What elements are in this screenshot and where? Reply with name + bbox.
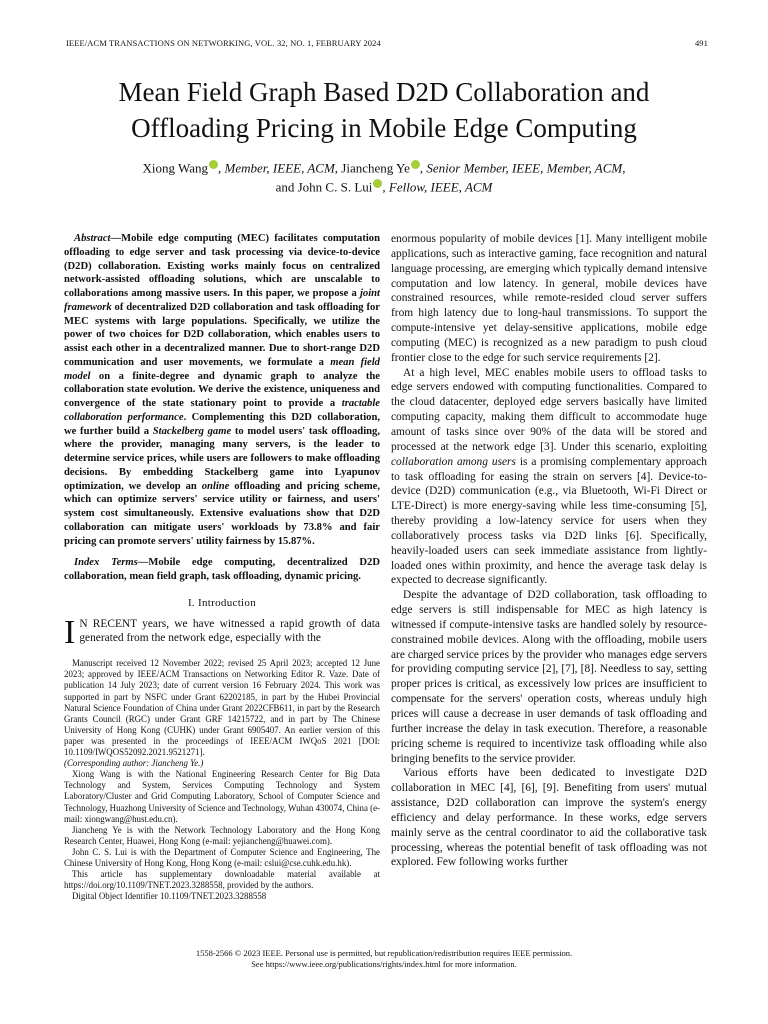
body-paragraph: Various efforts have been dedicated to investigate D2D collaboration in MEC [4], [6], [9]. Benefiting from users' mutual assistance, D2D collaboration can improve the system's energy efficiency and delay performance. In these works, edge servers mainly serve as the central coordinator to aid the collaborative task processing, whereas the potential benefit of task offloading was not explored. Few following works further [391, 767, 707, 869]
page-number: 491 [694, 38, 708, 48]
paper-title [40, 74, 728, 146]
index-terms-label: Index Terms [74, 557, 138, 569]
orcid-icon[interactable] [411, 160, 420, 169]
body-paragraph: Despite the advantage of D2D collaboration, task offloading to edge servers is still indispensable for MEC as high latency is witnessed if compute-intensive tasks are handled solely by resource-constrained mobile devices. Along with the offloading, mobile users are charged service prices by the provider who manages edge servers for providing computing service [2], [7], [8]. Needless to say, setting proper prices is critical, as excessively low prices are insufficient to compensate for the servers' operation costs, whereas unduly high prices will cause a decrease in user demands of task offloading and further increase the delay in task execution. Therefore, a reasonable pricing scheme is required to incentivize task offloading while also bringing benefits to the service provider. [391, 589, 707, 765]
section-heading: I. Introduction [187, 596, 257, 609]
author-affiliation: , Senior Member, IEEE, Member, ACM, [419, 160, 626, 176]
orcid-icon[interactable] [209, 160, 218, 169]
abstract-label: Abstract [74, 233, 111, 244]
footnote-author-3: John C. S. Lui is with the Department of Computer Science and Engineering, The Chinese University of Hong Kong, Hong Kong (e-mail: cslui@cse.cuhk.edu.hk). [64, 846, 380, 868]
author-name: , Jiancheng Ye [334, 160, 410, 176]
author-name: and John C. S. Lui [275, 179, 373, 195]
journal-header: IEEE/ACM TRANSACTIONS ON NETWORKING, VOL. 32, NO. 1, FEBRUARY 2024 [66, 38, 381, 48]
body-paragraph: At a high level, MEC enables mobile users to offload tasks to edge servers endowed with computing functionalities. Compared to the cloud datacenter, deployed edge servers basically have limited computing capacity, making them difficult to accommodate huge amount of tasks since over 90% of the data will be stored and processed at the network edge [3]. Under this scenario, exploiting collaboration among users is a promising complementary approach to task offloading for easing the strain on servers [4]. Device-to-device (D2D) communication (e.g., via Bluetooth, Wi-Fi Direct or LTE-Direct) is more energy-saving while less time-consuming [5], thereby providing a low-latency service for users when they collaboratively process tasks via D2D links [6]. Specifically, heavily-loaded users can seek immediate assistance from lightly-loaded ones within proximity, and hence the average task delay is expected to decrease significantly. [391, 366, 707, 587]
author-list [40, 158, 728, 197]
intro-paragraph: I N RECENT years, we have witnessed a rapid growth of data generated from the network edge, especially with the [64, 613, 380, 651]
body-paragraph: enormous popularity of mobile devices [1]. Many intelligent mobile applications, such as interactive gaming, face recognition and natural language processing, are emerging which typically demand intensive computation and low latency. In general, mobile devices have constrained resources, while remote-resided cloud server suffers from high latency due to long-haul transmissions. To support the compute-intensive yet delay-sensitive applications, mobile edge computing (MEC) is recognized as a new paradigm to push cloud frontier close to the edge for such service requirements [2]. [391, 233, 707, 364]
author-affiliation: , Fellow, IEEE, ACM [382, 179, 493, 195]
running-head [66, 38, 708, 52]
author-name: Xiong Wang [142, 160, 209, 176]
title-line-2: Offloading Pricing in Mobile Edge Computing [131, 113, 637, 143]
abstract: Abstract—Mobile edge computing (MEC) facilitates computation offloading to edge server and task processing via device-to-device (D2D) collaboration. Existing works mainly focus on centralized network-assisted offloading solutions, which are unscalable to collaborations among massive users. In this paper, we propose a joint framework of decentralized D2D collaboration and task offloading for MEC systems with large populations. Specifically, we utilize the power of two choices for D2D collaboration, which enables users to assist each other in a decentralized manner. Due to short-range D2D communication and user movements, we formulate a mean field model on a finite-degree and dynamic graph to analyze the collaboration state evolution. We derive the existence, uniqueness and convergence of the state stationary point to provide a tractable collaboration performance. Complementing this D2D collaboration, we further build a Stackelberg game to model users' task offloading, where the provider, managing many servers, is the leader to determine service prices, while users are followers to make offloading decisions. By embedding Stackelberg game into Lyapunov optimization, we develop an online offloading and pricing scheme, which can optimize servers' service utility or fairness, and users' system cost simultaneously. Extensive evaluations show that D2D collaboration can mitigate users' workloads by 73.8% and fair pricing can promote servers' utility fairness by 15.87%. [64, 233, 380, 547]
footnotes [64, 658, 380, 902]
footnote-doi: Digital Object Identifier 10.1109/TNET.2023.3288558 [72, 891, 267, 902]
copyright-notice [40, 948, 728, 970]
copyright-line-2[interactable]: See https://www.ieee.org/publications/rights/index.html for more information. [251, 959, 517, 969]
footnote-author-1: Xiong Wang is with the National Engineering Research Center for Big Data Technology and System, Services Computing Technology and System Laboratory/Cluster and Grid Computing Laboratory, School of Computer Science and Technology, Huazhong University of Science and Technology, Wuhan 430074, China (e-mail: xiongwang@hust.edu.cn). [64, 769, 380, 824]
footnote-supplementary[interactable]: This article has supplementary downloadable material available at https://doi.org/10.1109/TNET.2023.3288558, provided by the authors. [64, 869, 380, 891]
footnote-corresponding: (Corresponding author: Jiancheng Ye.) [64, 758, 204, 769]
copyright-line-1: 1558-2566 © 2023 IEEE. Personal use is permitted, but republication/redistribution requires IEEE permission. [195, 948, 573, 958]
drop-cap: I [64, 613, 76, 651]
footnote-manuscript: Manuscript received 12 November 2022; revised 25 April 2023; accepted 12 June 2023; approved by IEEE/ACM Transactions on Networking Editor R. Vaze. Date of publication 14 July 2023; date of current version 16 February 2024. This work was supported in part by NSFC under Grant 62202185, in part by the Hubei Provincial Natural Science Foundation of China under Grant 2022CFB611, in part by the Research Grants Council (RGC) under Grant GRF 14215722, and in part by The Chinese University of Hong Kong (CUHK) under Grant 6905407. An earlier version of this paper was presented in the proceedings of IEEE/ACM IWQoS 2021 [DOI: 10.1109/IWQOS52092.2021.9521271]. [64, 658, 380, 758]
footnote-author-2: Jiancheng Ye is with the Network Technology Laboratory and the Hong Kong Research Center, Huawei, Hong Kong (e-mail: yejiancheng@huawei.com). [64, 824, 380, 846]
title-line-1: Mean Field Graph Based D2D Collaboration and [118, 77, 650, 107]
right-column [391, 232, 707, 870]
left-column [64, 232, 380, 902]
author-affiliation: , Member, IEEE, ACM [218, 160, 335, 176]
index-terms: Index Terms—Mobile edge computing, decentralized D2D collaboration, mean field graph, task offloading, dynamic pricing. [64, 557, 380, 582]
